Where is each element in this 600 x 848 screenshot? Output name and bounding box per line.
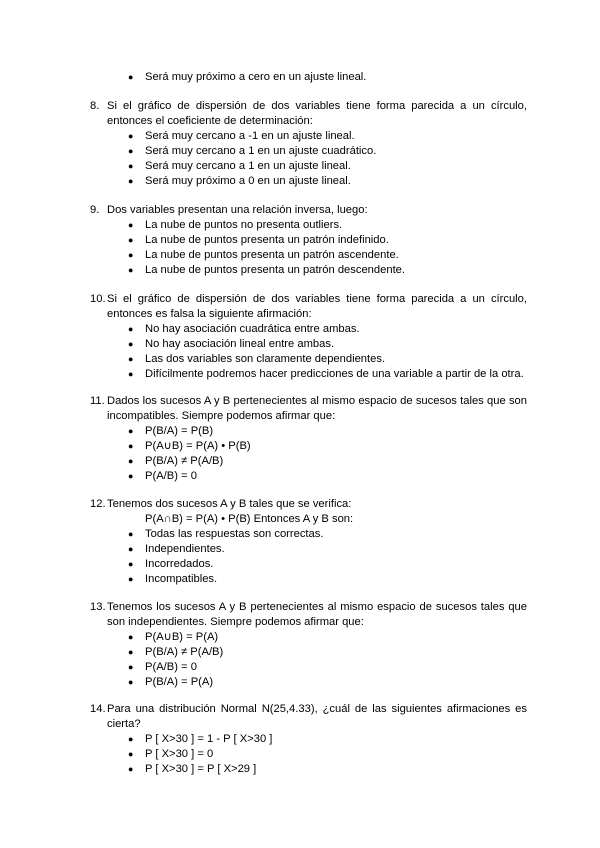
option-item bbox=[0, 159, 600, 174]
option-item bbox=[0, 572, 600, 587]
question-10 bbox=[0, 292, 600, 382]
bullet-icon: ● bbox=[128, 339, 134, 349]
bullet-icon: ● bbox=[128, 131, 134, 141]
option-text: P(A∪B) = P(A) • P(B) bbox=[145, 440, 251, 452]
bullet-icon: ● bbox=[128, 559, 134, 569]
option-text: No hay asociación cuadrática entre ambas. bbox=[145, 323, 360, 335]
question-number: 9. bbox=[90, 204, 100, 216]
bullet-icon: ● bbox=[128, 441, 134, 451]
question-text: Tenemos los sucesos A y B pertenecientes al mismo espacio de sucesos tales que son independientes. Siempre podemos afirmar que: bbox=[107, 601, 527, 628]
option-item bbox=[0, 322, 600, 337]
question-text: Dados los sucesos A y B pertenecientes al mismo espacio de sucesos tales que son incompatibles. Siempre podemos afirmar que: bbox=[107, 395, 527, 422]
option-text: Será muy cercano a 1 en un ajuste cuadrático. bbox=[145, 145, 377, 157]
option-item bbox=[0, 747, 600, 762]
question-number: 12. bbox=[90, 498, 106, 510]
question-number: 11. bbox=[90, 395, 105, 407]
bullet-icon: ● bbox=[128, 176, 134, 186]
bullet-icon: ● bbox=[128, 734, 134, 744]
bullet-icon: ● bbox=[128, 354, 134, 364]
option-list bbox=[0, 527, 600, 587]
option-item bbox=[0, 263, 600, 278]
option-item bbox=[0, 542, 600, 557]
carryover-option bbox=[0, 70, 600, 85]
bullet-icon: ● bbox=[128, 529, 134, 539]
bullet-icon: ● bbox=[128, 764, 134, 774]
option-text: P [ X>30 ] = 0 bbox=[145, 748, 214, 760]
option-item bbox=[0, 630, 600, 645]
option-item bbox=[0, 424, 600, 439]
option-text: Todas las respuestas son correctas. bbox=[145, 528, 324, 540]
option-text: P(B/A) ≠ P(A/B) bbox=[145, 646, 224, 658]
option-text: P(A∪B) = P(A) bbox=[145, 631, 219, 643]
question-number: 14. bbox=[90, 703, 106, 715]
option-list bbox=[0, 732, 600, 777]
option-list bbox=[0, 218, 600, 278]
option-text: P(B/A) = P(B) bbox=[145, 425, 214, 437]
option-text: No hay asociación lineal entre ambas. bbox=[145, 338, 335, 350]
option-list bbox=[0, 129, 600, 189]
option-text: Incompatibles. bbox=[145, 573, 218, 585]
option-item bbox=[0, 527, 600, 542]
option-text: Será muy cercano a -1 en un ajuste lineal. bbox=[145, 130, 355, 142]
question-text: Dos variables presentan una relación inversa, luego: bbox=[107, 204, 368, 216]
option-item bbox=[0, 660, 600, 675]
option-item bbox=[0, 762, 600, 777]
option-list bbox=[0, 322, 600, 382]
option-item bbox=[0, 248, 600, 263]
option-item bbox=[0, 337, 600, 352]
option-text: Independientes. bbox=[145, 543, 225, 555]
bullet-icon: ● bbox=[128, 250, 134, 260]
option-text: Será muy próximo a cero en un ajuste lineal. bbox=[145, 71, 367, 83]
bullet-icon: ● bbox=[128, 544, 134, 554]
option-text: La nube de puntos presenta un patrón indefinido. bbox=[145, 234, 389, 246]
question-text: Si el gráfico de dispersión de dos variables tiene forma parecida a un círculo, entonces es falsa la siguiente afirmación: bbox=[107, 293, 527, 320]
option-text: Será muy próximo a 0 en un ajuste lineal. bbox=[145, 175, 351, 187]
question-number: 13. bbox=[90, 601, 106, 613]
question-14 bbox=[0, 702, 600, 777]
option-item bbox=[0, 367, 600, 382]
option-text: Difícilmente podremos hacer predicciones de una variable a partir de la otra. bbox=[145, 368, 524, 380]
question-number: 10. bbox=[90, 293, 106, 305]
bullet-icon: ● bbox=[128, 471, 134, 481]
option-item bbox=[0, 218, 600, 233]
option-text: P(B/A) = P(A) bbox=[145, 676, 214, 688]
question-subtext: P(A∩B) = P(A) • P(B) Entonces A y B son: bbox=[145, 513, 354, 525]
option-item bbox=[0, 469, 600, 484]
option-text: La nube de puntos no presenta outliers. bbox=[145, 219, 343, 231]
bullet-icon: ● bbox=[128, 72, 134, 82]
option-text: La nube de puntos presenta un patrón ascendente. bbox=[145, 249, 399, 261]
option-item bbox=[0, 732, 600, 747]
option-item bbox=[0, 70, 600, 85]
option-item bbox=[0, 174, 600, 189]
option-item bbox=[0, 352, 600, 367]
option-text: P(A/B) = 0 bbox=[145, 470, 197, 482]
bullet-icon: ● bbox=[128, 677, 134, 687]
question-text: Para una distribución Normal N(25,4.33), ¿cuál de las siguientes afirmaciones es cierta? bbox=[107, 703, 527, 730]
bullet-icon: ● bbox=[128, 647, 134, 657]
option-list bbox=[0, 630, 600, 690]
option-item bbox=[0, 675, 600, 690]
option-item bbox=[0, 454, 600, 469]
option-text: P(B/A) ≠ P(A/B) bbox=[145, 455, 224, 467]
bullet-icon: ● bbox=[128, 220, 134, 230]
option-item bbox=[0, 439, 600, 454]
option-text: P [ X>30 ] = 1 - P [ X>30 ] bbox=[145, 733, 273, 745]
bullet-icon: ● bbox=[128, 662, 134, 672]
option-list bbox=[0, 424, 600, 484]
option-text: Las dos variables son claramente dependientes. bbox=[145, 353, 386, 365]
question-11 bbox=[0, 394, 600, 484]
bullet-icon: ● bbox=[128, 324, 134, 334]
option-text: Incorredados. bbox=[145, 558, 214, 570]
bullet-icon: ● bbox=[128, 574, 134, 584]
option-text: Será muy cercano a 1 en un ajuste lineal. bbox=[145, 160, 351, 172]
question-13 bbox=[0, 600, 600, 690]
option-item bbox=[0, 557, 600, 572]
bullet-icon: ● bbox=[128, 456, 134, 466]
bullet-icon: ● bbox=[128, 235, 134, 245]
bullet-icon: ● bbox=[128, 369, 134, 379]
bullet-icon: ● bbox=[128, 632, 134, 642]
option-item bbox=[0, 129, 600, 144]
option-item bbox=[0, 233, 600, 248]
bullet-icon: ● bbox=[128, 146, 134, 156]
bullet-icon: ● bbox=[128, 265, 134, 275]
bullet-icon: ● bbox=[128, 749, 134, 759]
question-12 bbox=[0, 497, 600, 587]
option-item bbox=[0, 144, 600, 159]
question-text: Si el gráfico de dispersión de dos variables tiene forma parecida a un círculo, entonces el coeficiente de determinación: bbox=[107, 100, 527, 127]
bullet-icon: ● bbox=[128, 426, 134, 436]
option-item bbox=[0, 645, 600, 660]
question-number: 8. bbox=[90, 100, 100, 112]
option-text: La nube de puntos presenta un patrón descendente. bbox=[145, 264, 406, 276]
option-text: P [ X>30 ] = P [ X>29 ] bbox=[145, 763, 257, 775]
question-9 bbox=[0, 203, 600, 278]
bullet-icon: ● bbox=[128, 161, 134, 171]
option-text: P(A/B) = 0 bbox=[145, 661, 197, 673]
question-8 bbox=[0, 99, 600, 189]
question-text: Tenemos dos sucesos A y B tales que se verifica: bbox=[107, 498, 352, 510]
